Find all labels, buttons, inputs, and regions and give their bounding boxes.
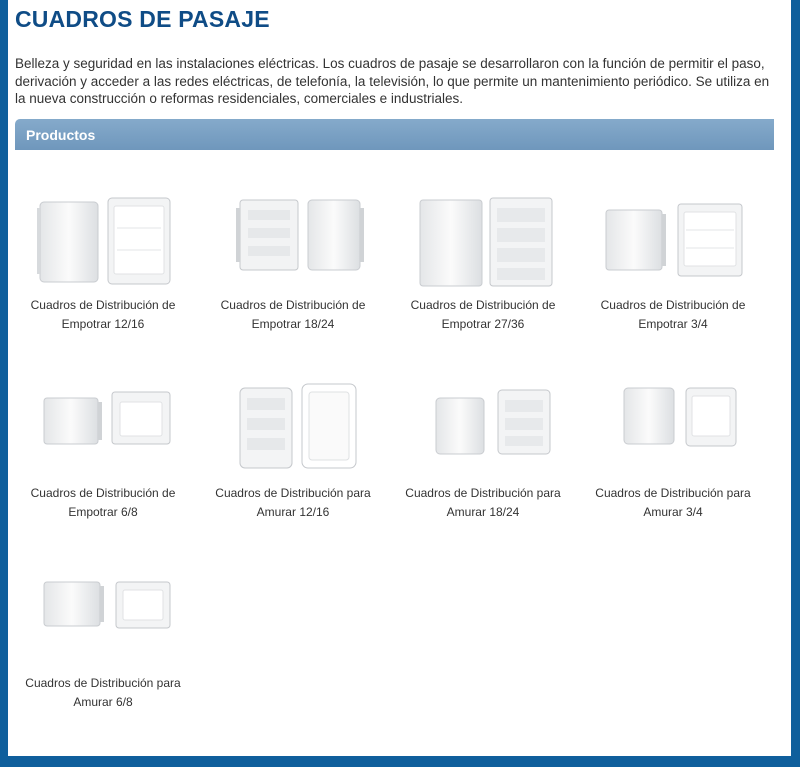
- enclosure-pair-icon[interactable]: [220, 188, 366, 288]
- product-card[interactable]: [198, 366, 388, 531]
- enclosure-pair-icon[interactable]: [30, 376, 176, 476]
- enclosure-pair-icon[interactable]: [30, 188, 176, 288]
- product-name[interactable]: Cuadros de Distribución de Empotrar 18/24: [220, 298, 366, 331]
- product-name[interactable]: Cuadros de Distribución para Amurar 6/8: [25, 676, 181, 709]
- product-name[interactable]: Cuadros de Distribución de Empotrar 3/4: [600, 298, 746, 331]
- product-name[interactable]: Cuadros de Distribución para Amurar 18/24: [405, 486, 561, 519]
- enclosure-pair-icon[interactable]: [220, 376, 366, 476]
- products-section-title: Productos: [26, 127, 96, 143]
- enclosure-pair-icon[interactable]: [410, 376, 556, 476]
- product-card[interactable]: [8, 560, 198, 725]
- enclosure-pair-icon[interactable]: [600, 376, 746, 476]
- intro-paragraph: Belleza y seguridad en las instalaciones eléctricas. Los cuadros de pasaje se desarrollaron con la función de permitir el paso, derivación y acceder a las redes eléctricas, de telefonía, la televisión, lo que permite un mantenimiento periódico. Se utiliza en la nueva construcción o reformas residenciales, comerciales e industriales.: [15, 56, 770, 106]
- product-card[interactable]: [578, 366, 768, 531]
- product-card[interactable]: [388, 366, 578, 531]
- product-card[interactable]: [578, 178, 768, 343]
- enclosure-pair-icon[interactable]: [600, 188, 746, 288]
- product-name[interactable]: Cuadros de Distribución para Amurar 12/16: [215, 486, 371, 519]
- content-panel: [8, 0, 791, 756]
- product-card[interactable]: [388, 178, 578, 343]
- product-name[interactable]: Cuadros de Distribución de Empotrar 27/36: [410, 298, 556, 331]
- enclosure-pair-icon[interactable]: [30, 570, 176, 670]
- products-section-bar: [15, 119, 774, 150]
- product-name[interactable]: Cuadros de Distribución para Amurar 3/4: [595, 486, 751, 519]
- product-name[interactable]: Cuadros de Distribución de Empotrar 12/16: [30, 298, 176, 331]
- page-title: CUADROS DE PASAJE: [15, 6, 270, 32]
- product-card[interactable]: [8, 178, 198, 343]
- product-name[interactable]: Cuadros de Distribución de Empotrar 6/8: [30, 486, 176, 519]
- enclosure-pair-icon[interactable]: [410, 188, 556, 288]
- product-card[interactable]: [198, 178, 388, 343]
- product-card[interactable]: [8, 366, 198, 531]
